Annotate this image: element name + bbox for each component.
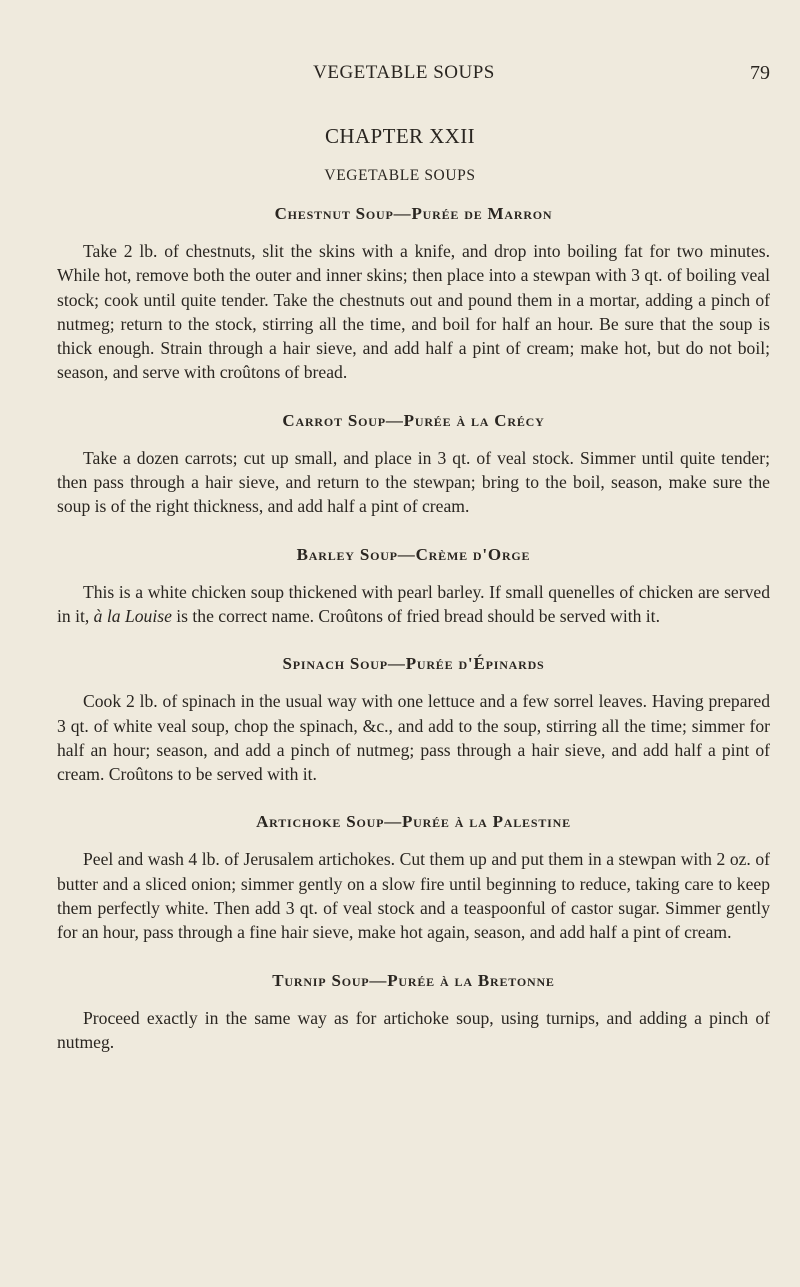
recipe-heading: Barley Soup—Crème d'Orge [296,544,531,564]
recipe-text: Proceed exactly in the same way as for artichoke soup, using turnips, and adding a pinch of nutmeg. [57,1007,770,1052]
recipe-text: Take a dozen carrots; cut up small, and place in 3 qt. of veal stock. Simmer until quite tender; then pass through a hair sieve, and return to the stewpan; bring to the boil, season, make sure the soup is of the right thickness, and add half a pint of cream. [57,447,770,517]
running-title: VEGETABLE SOUPS [313,62,495,83]
chapter-title: CHAPTER XXII [324,124,476,148]
recipe-heading: Artichoke Soup—Purée à la Palestine [256,812,571,832]
recipe-text-part: This is a white chicken soup thickened with pearl barley. If small quenelles of chicken are served in it, [57,581,770,626]
recipe-chestnut-soup [57,203,770,385]
section-title: VEGETABLE SOUPS [324,167,476,184]
recipe-text-italic: à la Louise [93,605,172,626]
recipe-text-part: is the correct name. Croûtons of fried bread should be served with it. [171,605,660,626]
recipe-heading: Chestnut Soup—Purée de Marron [274,204,553,223]
recipe-barley-soup [57,544,770,629]
recipe-carrot-soup [57,410,770,519]
recipes-content [57,203,770,1079]
recipe-spinach-soup [57,653,770,786]
running-head [36,62,772,92]
recipe-text: Cook 2 lb. of spinach in the usual way with one lettuce and a few sorrel leaves. Having prepared 3 qt. of white veal soup, chop the spinach, &c., and add to the soup, stirring all the time; simmer for half an hour; season, and add a pinch of nutmeg; pass through a hair sieve, and add half a pint of cream. Croûtons to be served with it. [57,691,770,785]
recipe-turnip-soup [57,970,770,1055]
recipe-heading: Turnip Soup—Purée à la Bretonne [272,970,555,990]
recipe-artichoke-soup [57,811,770,944]
page-number: 79 [750,62,770,84]
recipe-text [57,580,770,629]
recipe-heading: Spinach Soup—Purée d'Épinards [282,654,545,674]
recipe-text: Peel and wash 4 lb. of Jerusalem artichokes. Cut them up and put them in a stewpan with 2 oz. of butter and a sliced onion; simmer gently on a slow fire until beginning to reduce, taking care to keep them perfectly white. Then add 3 qt. of veal stock and a teaspoonful of castor sugar. Simmer gently for an hour, pass through a fine hair sieve, make hot again, season, and add half a pint of cream. [57,849,770,943]
recipe-text: Take 2 lb. of chestnuts, slit the skins with a knife, and drop into boiling fat for two minutes. While hot, remove both the outer and inner skins; then place into a stewpan with 3 qt. of boiling veal stock; cook until quite tender. Take the chestnuts out and pound them in a mortar, adding a pinch of nutmeg; return to the stock, stirring all the time, and boil for half an hour. Be sure that the soup is thick enough. Strain through a hair sieve, and add half a pint of cream; make hot, but do not boil; season, and serve with croûtons of bread. [57,241,770,383]
recipe-heading: Carrot Soup—Purée à la Crécy [282,410,545,430]
